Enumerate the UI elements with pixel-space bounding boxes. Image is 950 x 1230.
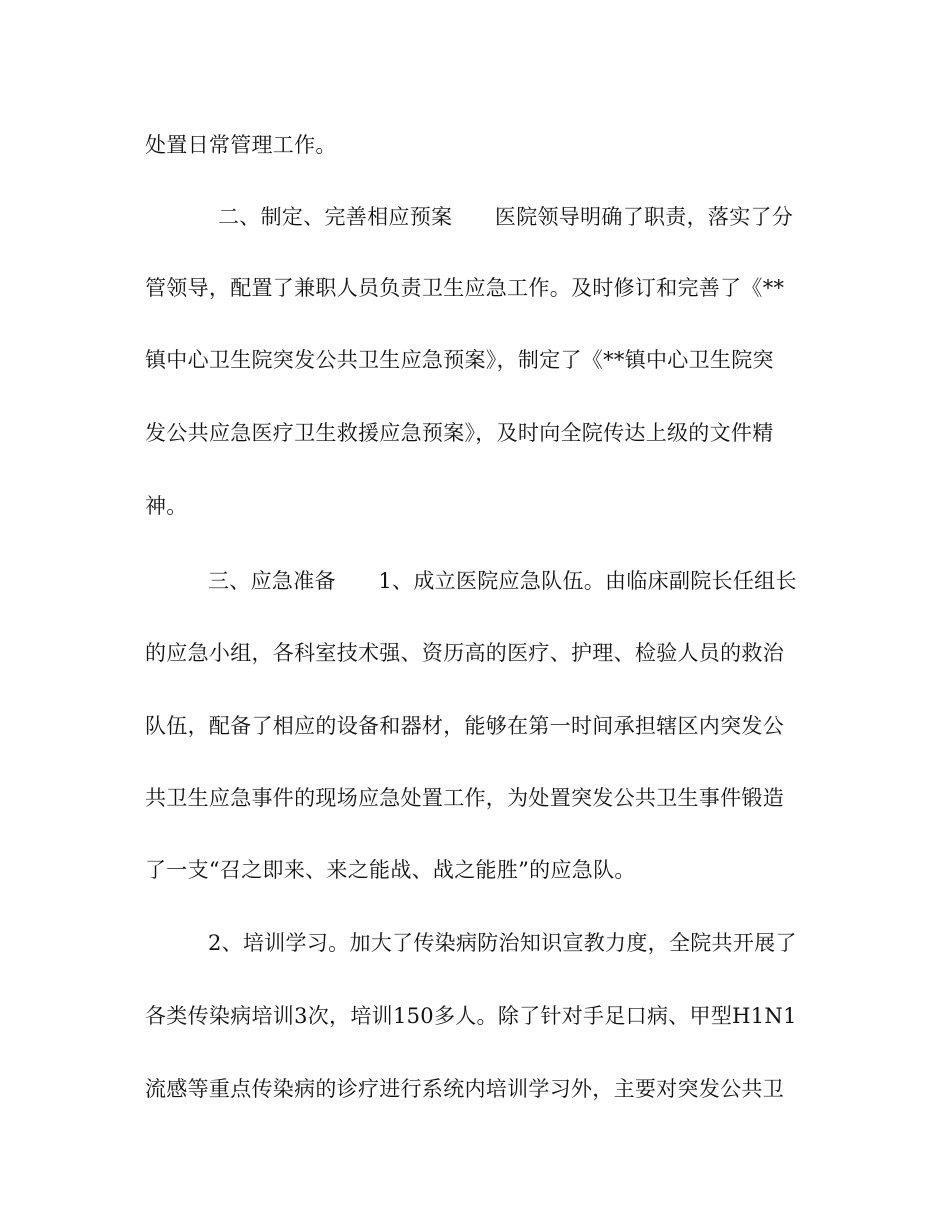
paragraph-line: 发公共应急医疗卫生救援应急预案》，及时向全院传达上级的文件精 xyxy=(145,421,774,445)
section-heading-line: 二、制定、完善相应预案 医院领导明确了职责，落实了分 xyxy=(218,205,794,229)
paragraph-line: 队伍，配备了相应的设备和器材，能够在第一时间承担辖区内突发公 xyxy=(145,714,784,738)
paragraph-line: 管领导，配置了兼职人员负责卫生应急工作。及时修订和完善了《** xyxy=(145,276,785,300)
paragraph-line: 神。 xyxy=(145,494,188,518)
paragraph-line: 共卫生应急事件的现场应急处置工作，为处置突发公共卫生事件锻造 xyxy=(145,786,784,810)
paragraph-line: 镇中心卫生院突发公共卫生应急预案》，制定了《**镇中心卫生院突 xyxy=(145,348,774,372)
paragraph-line: 各类传染病培训3次，培训150多人。除了针对手足口病、甲型H1N1 xyxy=(145,1004,797,1028)
paragraph-line: 的应急小组，各科室技术强、资历高的医疗、护理、检验人员的救治 xyxy=(145,641,784,665)
paragraph-line: 处置日常管理工作。 xyxy=(145,133,337,157)
paragraph-line: 2、培训学习。加大了传染病防治知识宣教力度，全院共开展了 xyxy=(208,931,797,955)
section-heading-line: 三、应急准备 1、成立医院应急队伍。由临床副院长任组长 xyxy=(208,569,797,593)
paragraph-line: 了一支“召之即来、来之能战、战之能胜”的应急队。 xyxy=(145,858,636,882)
paragraph-line: 流感等重点传染病的诊疗进行系统内培训学习外，主要对突发公共卫 xyxy=(145,1077,784,1101)
